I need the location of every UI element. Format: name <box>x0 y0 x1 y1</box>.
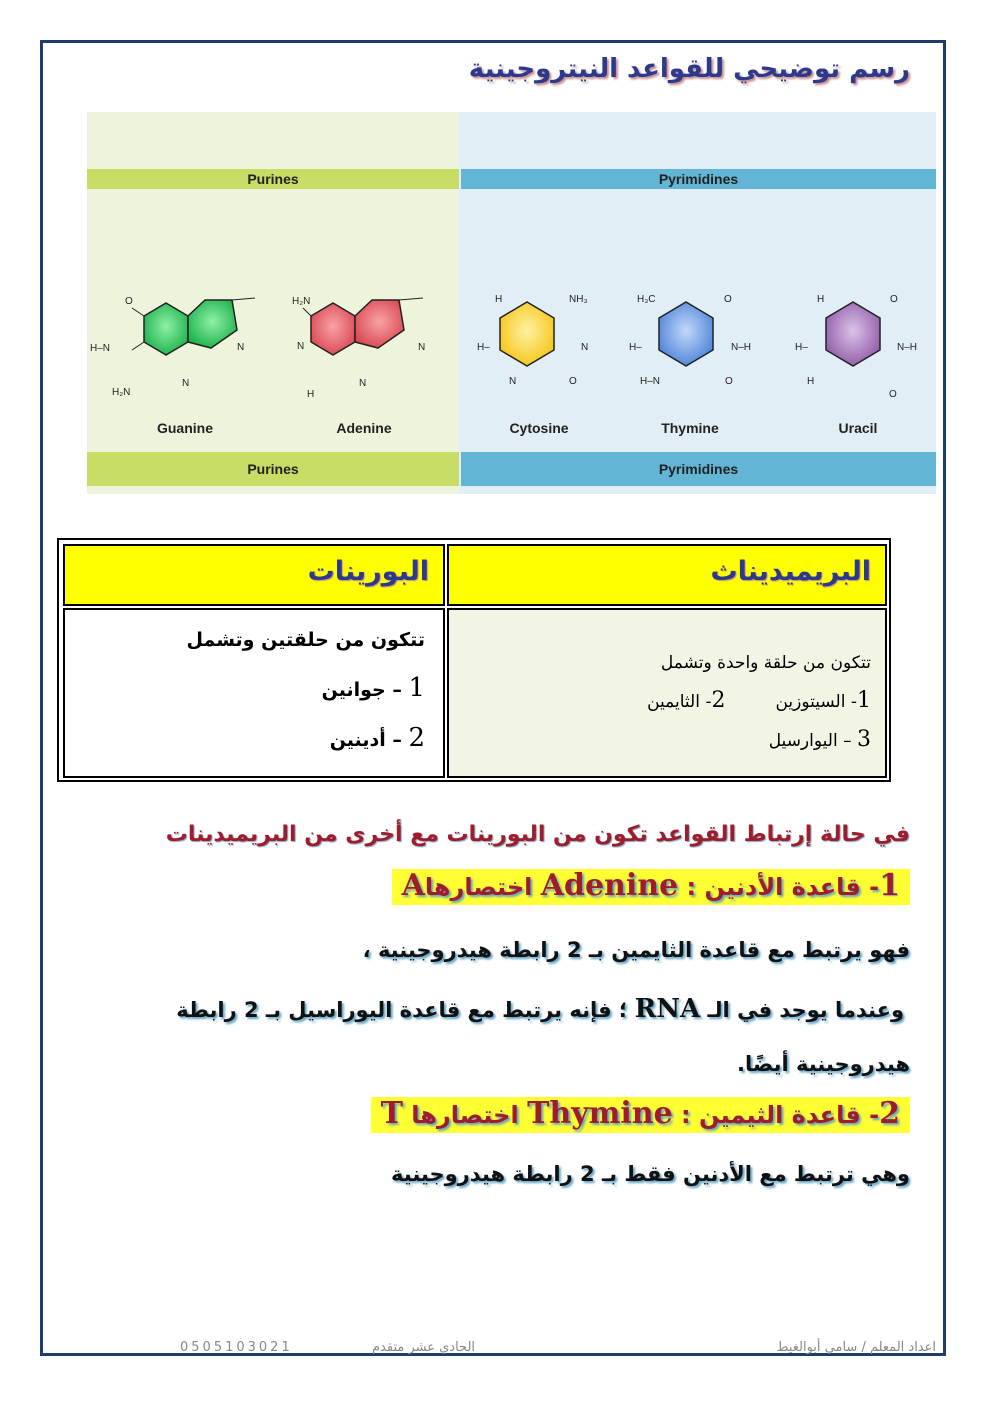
pyrimidines-band-top: Pyrimidines <box>461 169 936 189</box>
adenine-number: 1 <box>879 868 900 903</box>
cytosine-atom-h: H <box>495 294 503 305</box>
pyr-item1-text: - السيتوزين <box>775 692 857 712</box>
thymine-atom-hn: H–N <box>640 376 661 387</box>
page-title: رسم توضيحي للقواعد النيتروجينية <box>468 54 910 84</box>
pyrimidines-band-bottom: Pyrimidines <box>461 452 936 486</box>
adenine-line2-b: ؛ فإنه يرتبط مع قاعدة اليوراسيل بـ 2 رابطة <box>176 998 635 1022</box>
uracil-atom-o2: O <box>889 389 897 400</box>
adenine-abbr: A <box>401 868 425 903</box>
adenine-line1: فهو يرتبط مع قاعدة الثايمين بـ 2 رابطة هيدروجينية ، <box>362 938 910 962</box>
pyr-item1-number: 1 <box>857 688 871 713</box>
guanine-atom-hn: H–N <box>90 343 111 354</box>
adenine-line2-rna: RNA <box>634 994 701 1024</box>
pyrimidines-description: تتكون من حلقة واحدة وتشمل <box>660 653 871 673</box>
guanine-atom-n2: N <box>237 342 245 353</box>
thymine-structure <box>629 294 751 387</box>
adenine-atom-h: H <box>307 389 315 400</box>
uracil-label: Uracil <box>838 420 878 436</box>
cytosine-atom-n: N <box>581 342 589 353</box>
cytosine-atom-o: O <box>569 376 577 387</box>
purines-band-top: Purines <box>87 169 459 189</box>
cytosine-atom-h2: H– <box>477 342 490 353</box>
cytosine-atom-nh3: NH₃ <box>569 294 588 305</box>
thymine-heading-en: Thymine <box>527 1096 673 1131</box>
adenine-line2-a: وعندما يوجد في الـ <box>700 998 904 1022</box>
pyr-item2-text: - الثايمين <box>647 692 712 712</box>
intro-line: في حالة إرتباط القواعد تكون من البورينات مع أخرى من البريميدينات <box>165 822 910 847</box>
pur-item2-number: 2 <box>408 723 425 753</box>
thymine-label: Thymine <box>661 420 719 436</box>
pyr-item3-text: – اليوارسيل <box>768 731 857 751</box>
purines-band-bottom: Purines <box>87 452 459 486</box>
adenine-heading-highlight <box>392 869 910 905</box>
adenine-line2 <box>176 994 904 1024</box>
pyrimidines-items-row2 <box>449 721 871 760</box>
purines-item2 <box>65 714 425 764</box>
table-cell-purines <box>63 608 445 778</box>
pyr-item3-number: 3 <box>857 727 871 752</box>
pyr-item2-number: 2 <box>711 688 726 713</box>
uracil-atom-h3: H <box>807 376 815 387</box>
thymine-line1: وهي ترتبط مع الأدنين فقط بـ 2 رابطة هيدروجينية <box>391 1162 910 1186</box>
thymine-heading-highlight <box>371 1097 910 1133</box>
pur-item2-text: – أدينين <box>329 729 409 751</box>
pur-item1-number: 1 <box>408 673 425 703</box>
thymine-atom-h3c: H₃C <box>637 294 656 305</box>
guanine-structure <box>90 296 255 398</box>
pur-item1-text: – جوانين <box>321 679 409 701</box>
uracil-atom-o: O <box>890 294 898 305</box>
comparison-table <box>57 538 891 782</box>
cytosine-atom-n2: N <box>509 376 517 387</box>
molecule-structures <box>87 112 936 494</box>
thymine-abbr: T <box>380 1096 403 1131</box>
thymine-atom-o2: O <box>725 376 733 387</box>
thymine-heading-ar: - قاعدة الثيمين : <box>672 1101 880 1129</box>
guanine-label: Guanine <box>156 420 213 436</box>
footer-teacher: اعداد المعلم / سامي أبوالغيط <box>776 1340 936 1355</box>
adenine-heading <box>392 868 910 903</box>
adenine-label: Adenine <box>336 420 392 436</box>
adenine-heading-en: Adenine <box>540 868 679 903</box>
purines-item1 <box>65 664 425 714</box>
adenine-abbr-label: اختصارها <box>424 873 541 901</box>
thymine-atom-nh: N–H <box>731 342 752 353</box>
uracil-atom-nh: N–H <box>897 342 918 353</box>
thymine-number: 2 <box>879 1096 900 1131</box>
adenine-atom-h2n: H₂N <box>292 296 311 307</box>
nitrogen-bases-figure <box>87 112 936 494</box>
thymine-atom-h: H– <box>629 342 642 353</box>
footer-phone: 0505103021 <box>180 1340 293 1355</box>
uracil-atom-h: H <box>817 294 825 305</box>
thymine-abbr-label: اختصارها <box>402 1101 528 1129</box>
guanine-atom-o: O <box>125 296 133 307</box>
guanine-atom-n: N <box>182 378 190 389</box>
adenine-heading-ar: - قاعدة الأدنين : <box>678 873 880 901</box>
adenine-structure <box>292 296 425 400</box>
pyrimidines-items-row1 <box>449 682 871 721</box>
guanine-atom-h2n: H₂N <box>112 387 131 398</box>
cytosine-structure <box>477 294 588 387</box>
cytosine-label: Cytosine <box>509 420 569 436</box>
purines-description: تتكون من حلقتين وتشمل <box>186 629 425 651</box>
adenine-line3: هيدروجينية أيضًا. <box>737 1052 910 1076</box>
table-header-purines: البورينات <box>63 544 445 606</box>
footer-grade: الحادي عشر متقدم <box>372 1340 476 1355</box>
uracil-atom-h2: H– <box>795 342 808 353</box>
adenine-atom-n2: N <box>359 378 367 389</box>
adenine-atom-n3: N <box>418 342 426 353</box>
thymine-heading <box>371 1096 910 1131</box>
uracil-structure <box>795 294 917 400</box>
adenine-atom-n: N <box>297 341 305 352</box>
table-header-pyrimidines: البريميديناث <box>447 544 887 606</box>
table-cell-pyrimidines <box>447 608 887 778</box>
thymine-atom-o: O <box>724 294 732 305</box>
